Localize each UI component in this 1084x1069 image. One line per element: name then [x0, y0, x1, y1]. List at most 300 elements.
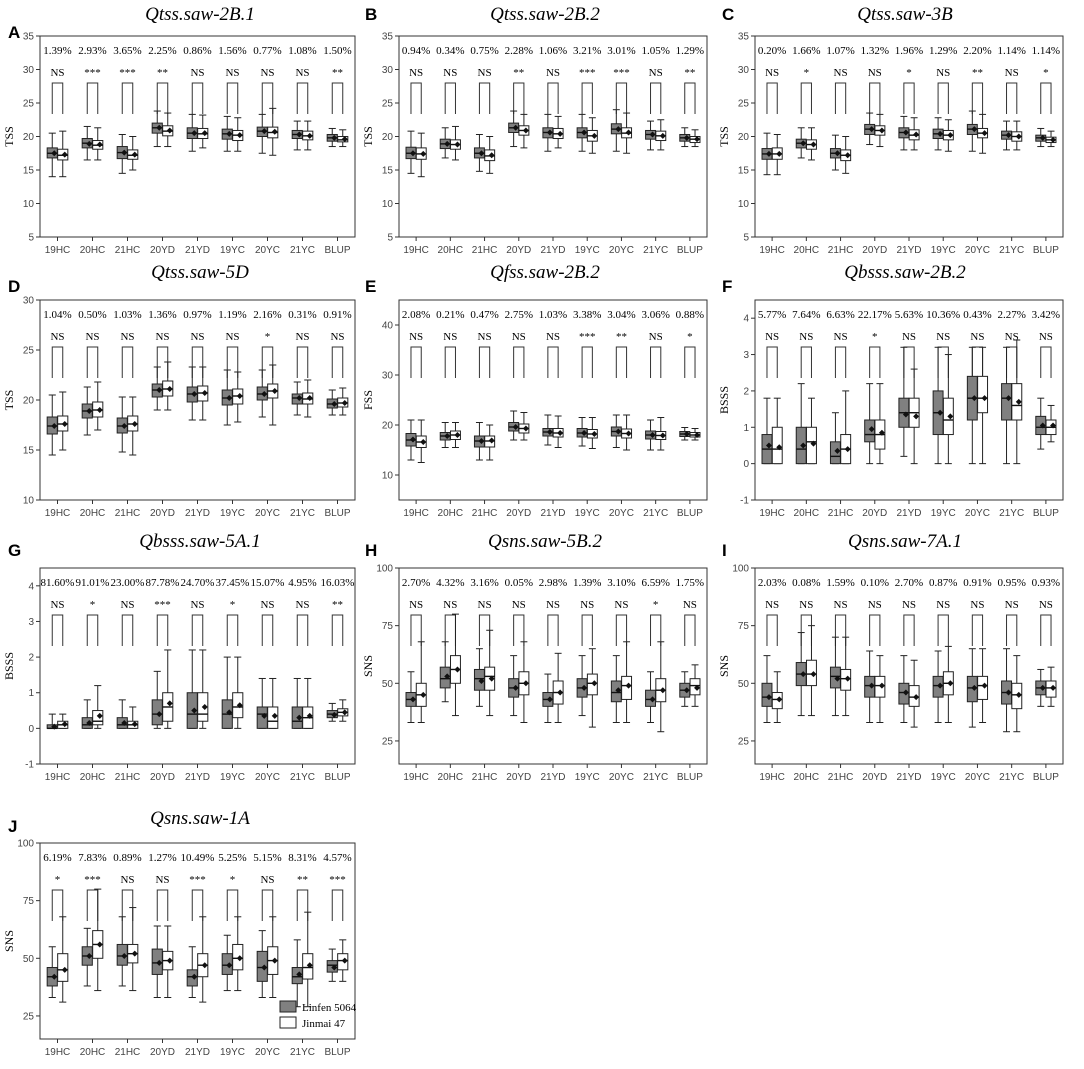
significance-label: NS — [260, 874, 275, 886]
y-tick-label: 35 — [737, 31, 749, 43]
y-tick-label: 30 — [737, 65, 749, 76]
significance-bracket — [262, 615, 273, 646]
significance-label: NS — [190, 599, 205, 611]
significance-label: *** — [613, 67, 630, 79]
x-tick-label: 20YD — [149, 1047, 176, 1058]
x-tick-label: 21YC — [643, 508, 669, 519]
x-tick-label: 21YD — [540, 245, 566, 256]
x-tick-label: BLUP — [324, 772, 351, 783]
significance-label: * — [803, 67, 810, 79]
percentage-label: 4.95% — [288, 577, 317, 589]
significance-label: NS — [1004, 331, 1019, 343]
significance-label: *** — [578, 67, 596, 79]
panel-e — [361, 262, 707, 519]
x-tick-label: 19YC — [219, 772, 246, 783]
x-tick-label: 20HC — [793, 245, 820, 256]
y-tick-label: 25 — [22, 1011, 34, 1023]
significance-bracket — [192, 83, 203, 114]
percentage-label: 10.36% — [926, 309, 961, 321]
panel-f — [717, 262, 1063, 519]
x-tick-label: 20HC — [79, 1047, 106, 1058]
x-tick-label: 21YC — [999, 245, 1025, 256]
box-jinmai — [978, 676, 988, 699]
significance-label: NS — [682, 599, 697, 611]
y-tick-label: 40 — [381, 320, 393, 332]
y-axis-label: BSSS — [2, 651, 16, 681]
x-tick-label: 19HC — [44, 1047, 71, 1058]
percentage-label: 0.89% — [113, 852, 142, 864]
y-axis-label: BSSS — [717, 385, 731, 415]
panel-letter: G — [8, 541, 22, 560]
percentage-label: 1.29% — [675, 45, 705, 57]
x-tick-label: 19HC — [403, 508, 429, 519]
percentage-label: 2.70% — [401, 577, 431, 589]
significance-label: *** — [578, 331, 596, 343]
significance-bracket — [685, 615, 695, 646]
percentage-label: 24.70% — [180, 577, 215, 589]
x-tick-label: 20HC — [79, 508, 106, 519]
significance-bracket — [262, 83, 273, 114]
percentage-label: 0.20% — [757, 45, 787, 57]
percentage-label: 2.75% — [504, 309, 533, 321]
box-linfen — [1002, 384, 1012, 420]
significance-bracket — [514, 347, 524, 378]
significance-bracket — [227, 347, 238, 378]
y-tick-label: 20 — [22, 395, 34, 407]
x-tick-label: 19HC — [403, 772, 429, 783]
significance-bracket — [1007, 615, 1017, 646]
y-axis-label: SNS — [717, 654, 731, 678]
panel-letter: J — [8, 817, 18, 836]
significance-bracket — [192, 347, 203, 378]
significance-bracket — [297, 83, 308, 114]
percentage-label: 0.47% — [470, 309, 499, 321]
x-tick-label: 21YC — [289, 245, 316, 256]
significance-label: NS — [295, 599, 310, 611]
percentage-label: 0.10% — [860, 577, 889, 589]
significance-bracket — [445, 83, 455, 114]
x-tick-label: 20YD — [149, 508, 176, 519]
y-tick-label: 15 — [737, 165, 749, 177]
percentage-label: 2.28% — [504, 45, 533, 57]
significance-bracket — [870, 83, 880, 114]
significance-label: NS — [477, 599, 492, 611]
significance-label: NS — [155, 331, 170, 343]
y-tick-label: 5 — [28, 232, 34, 244]
percentage-label: 1.04% — [43, 309, 72, 321]
y-tick-label: 15 — [22, 165, 34, 177]
significance-bracket — [297, 347, 308, 378]
x-tick-label: 20YD — [149, 245, 176, 256]
significance-label: NS — [545, 331, 561, 343]
x-tick-label: 21YD — [184, 245, 211, 256]
significance-label: NS — [409, 331, 424, 343]
significance-label: ** — [332, 599, 343, 611]
x-tick-label: 21YD — [184, 508, 211, 519]
significance-label: NS — [1038, 331, 1053, 343]
significance-bracket — [87, 615, 98, 646]
significance-bracket — [157, 83, 168, 114]
significance-bracket — [870, 347, 880, 378]
box-jinmai — [268, 707, 278, 728]
percentage-label: 5.25% — [218, 852, 247, 864]
x-tick-label: BLUP — [676, 245, 703, 256]
significance-bracket — [1007, 347, 1017, 378]
percentage-label: 2.20% — [963, 45, 992, 57]
x-tick-label: BLUP — [1032, 772, 1059, 783]
box-linfen — [762, 683, 772, 706]
y-tick-label: 10 — [381, 470, 393, 482]
y-tick-label: 30 — [381, 65, 393, 76]
y-axis-label: FSS — [361, 389, 375, 411]
x-tick-label: 21HC — [827, 245, 854, 256]
significance-label: NS — [614, 599, 629, 611]
y-tick-label: 3 — [28, 616, 34, 628]
panel-title: Qtss.saw-2B.2 — [490, 4, 600, 25]
significance-label: ** — [297, 874, 308, 886]
x-tick-label: 20YC — [964, 508, 990, 519]
significance-bracket — [1041, 83, 1051, 114]
significance-bracket — [1007, 83, 1017, 114]
legend-swatch — [280, 1001, 296, 1012]
panel-c — [717, 4, 1063, 256]
percentage-label: 0.08% — [792, 577, 821, 589]
x-tick-label: 21YC — [999, 772, 1025, 783]
panel-letter: I — [722, 541, 727, 560]
y-tick-label: 25 — [737, 736, 749, 748]
significance-label: NS — [477, 331, 492, 343]
significance-label: * — [229, 874, 236, 886]
percentage-label: 1.07% — [826, 45, 855, 57]
x-tick-label: 20YC — [608, 772, 634, 783]
significance-label: ** — [513, 67, 525, 79]
significance-bracket — [297, 890, 308, 921]
significance-label: NS — [50, 67, 65, 79]
significance-label: NS — [50, 599, 65, 611]
significance-bracket — [835, 615, 845, 646]
plot-frame — [399, 300, 707, 500]
panel-letter: B — [365, 5, 378, 24]
x-tick-label: 20HC — [793, 772, 820, 783]
significance-label: NS — [545, 599, 561, 611]
percentage-label: 22.17% — [857, 309, 892, 321]
x-tick-label: 20HC — [437, 508, 464, 519]
y-tick-label: 50 — [22, 953, 34, 965]
panel-title: Qtss.saw-3B — [857, 4, 953, 25]
percentage-label: 0.91% — [963, 577, 992, 589]
x-tick-label: 19YC — [219, 1047, 246, 1058]
y-tick-label: 15 — [381, 165, 393, 177]
y-tick-label: 2 — [28, 652, 34, 664]
percentage-label: 0.91% — [323, 309, 352, 321]
percentage-label: 3.06% — [641, 309, 670, 321]
significance-bracket — [52, 615, 63, 646]
significance-label: NS — [190, 67, 205, 79]
significance-bracket — [332, 83, 343, 114]
significance-bracket — [582, 615, 592, 646]
significance-label: NS — [799, 599, 814, 611]
significance-bracket — [122, 615, 133, 646]
significance-label: *** — [84, 67, 101, 79]
significance-bracket — [972, 83, 982, 114]
significance-bracket — [938, 83, 948, 114]
significance-label: NS — [765, 67, 780, 79]
y-tick-label: 1 — [743, 422, 749, 434]
y-tick-label: 50 — [737, 678, 749, 690]
x-tick-label: BLUP — [676, 508, 703, 519]
significance-label: NS — [970, 599, 985, 611]
percentage-label: 1.19% — [218, 309, 247, 321]
x-tick-label: 21YD — [896, 245, 922, 256]
significance-label: NS — [648, 331, 663, 343]
significance-bracket — [582, 83, 592, 114]
percentage-label: 3.10% — [607, 577, 636, 589]
significance-bracket — [87, 83, 98, 114]
percentage-label: 0.93% — [1031, 577, 1061, 589]
significance-bracket — [835, 347, 845, 378]
significance-label: NS — [260, 67, 275, 79]
significance-label: NS — [901, 331, 917, 343]
significance-label: ** — [332, 67, 343, 79]
x-tick-label: 19HC — [44, 772, 71, 783]
significance-bracket — [227, 83, 238, 114]
significance-label: *** — [189, 874, 206, 886]
significance-label: NS — [50, 331, 65, 343]
percentage-label: 91.01% — [75, 577, 110, 589]
significance-bracket — [801, 83, 811, 114]
x-tick-label: 21HC — [114, 1047, 141, 1058]
percentage-label: 0.97% — [183, 309, 212, 321]
significance-label: NS — [85, 331, 100, 343]
y-tick-label: 4 — [28, 581, 34, 593]
y-tick-label: 5 — [743, 232, 749, 244]
significance-bracket — [122, 83, 133, 114]
significance-label: * — [872, 331, 878, 343]
percentage-label: 0.05% — [504, 577, 533, 589]
y-tick-label: 10 — [381, 199, 393, 210]
percentage-label: 3.04% — [607, 309, 636, 321]
significance-label: NS — [511, 599, 526, 611]
x-tick-label: 20YD — [862, 245, 888, 256]
significance-label: * — [89, 599, 96, 611]
percentage-label: 87.78% — [145, 577, 180, 589]
significance-label: NS — [1004, 599, 1019, 611]
x-tick-label: 19YC — [574, 772, 600, 783]
significance-label: NS — [648, 67, 663, 79]
percentage-label: 7.83% — [78, 852, 107, 864]
x-tick-label: 19YC — [219, 508, 246, 519]
y-tick-label: 30 — [381, 370, 393, 382]
significance-label: * — [652, 599, 659, 611]
percentage-label: 1.29% — [929, 45, 958, 57]
x-tick-label: 20YD — [862, 508, 888, 519]
x-tick-label: 20YC — [964, 772, 990, 783]
x-tick-label: 20YD — [506, 772, 532, 783]
significance-label: NS — [833, 599, 848, 611]
percentage-label: 1.36% — [148, 309, 177, 321]
panel-title: Qbsss.saw-5A.1 — [139, 531, 261, 552]
percentage-label: 1.05% — [641, 45, 670, 57]
percentage-label: 0.50% — [78, 309, 107, 321]
y-tick-label: 100 — [732, 563, 749, 575]
x-tick-label: 20YC — [254, 508, 281, 519]
x-tick-label: 21YD — [184, 1047, 211, 1058]
significance-label: NS — [409, 599, 424, 611]
panel-letter: D — [8, 277, 21, 296]
x-tick-label: BLUP — [676, 772, 703, 783]
y-tick-label: 4 — [743, 313, 749, 325]
percentage-label: 0.86% — [183, 45, 212, 57]
y-axis-label: TSS — [717, 126, 731, 147]
percentage-label: 6.63% — [826, 309, 855, 321]
significance-label: NS — [120, 599, 135, 611]
percentage-label: 1.66% — [792, 45, 821, 57]
percentage-label: 81.60% — [40, 577, 75, 589]
significance-bracket — [87, 890, 98, 921]
x-tick-label: 21HC — [471, 772, 498, 783]
significance-label: NS — [295, 331, 310, 343]
x-tick-label: 19HC — [759, 508, 785, 519]
x-tick-label: 19YC — [574, 508, 600, 519]
significance-label: NS — [477, 67, 492, 79]
panel-d — [2, 262, 355, 519]
x-tick-label: 20YC — [254, 245, 281, 256]
significance-bracket — [548, 347, 558, 378]
x-tick-label: BLUP — [324, 1047, 351, 1058]
x-tick-label: 20YC — [254, 1047, 281, 1058]
y-tick-label: 35 — [22, 31, 34, 43]
x-tick-label: 20HC — [437, 772, 464, 783]
percentage-label: 3.65% — [113, 45, 142, 57]
x-tick-label: 20HC — [79, 245, 106, 256]
significance-label: NS — [970, 331, 985, 343]
percentage-label: 3.38% — [573, 309, 602, 321]
percentage-label: 1.14% — [997, 45, 1026, 57]
x-tick-label: 19YC — [930, 772, 956, 783]
significance-label: * — [1043, 67, 1049, 79]
significance-label: NS — [295, 67, 310, 79]
percentage-label: 0.43% — [963, 309, 992, 321]
y-tick-label: -1 — [25, 759, 34, 771]
significance-bracket — [767, 615, 777, 646]
percentage-label: 16.03% — [320, 577, 355, 589]
y-tick-label: 3 — [743, 350, 749, 362]
y-tick-label: 25 — [737, 98, 749, 110]
significance-bracket — [297, 615, 308, 646]
significance-bracket — [411, 83, 421, 114]
y-tick-label: 25 — [381, 736, 393, 748]
box-jinmai — [772, 427, 782, 463]
percentage-label: 1.96% — [894, 45, 924, 57]
percentage-label: 4.57% — [323, 852, 352, 864]
significance-bracket — [332, 890, 343, 921]
y-tick-label: 75 — [22, 896, 34, 908]
significance-bracket — [479, 347, 489, 378]
significance-bracket — [904, 615, 914, 646]
box-linfen — [830, 442, 840, 464]
y-tick-label: 0 — [28, 723, 34, 735]
significance-label: NS — [225, 331, 240, 343]
significance-bracket — [548, 83, 558, 114]
percentage-label: 1.08% — [288, 45, 317, 57]
x-tick-label: 21YC — [289, 1047, 316, 1058]
percentage-label: 0.75% — [470, 45, 499, 57]
significance-label: ** — [615, 331, 627, 343]
y-tick-label: 30 — [22, 65, 34, 76]
x-tick-label: 19HC — [759, 772, 785, 783]
y-tick-label: 20 — [737, 132, 749, 143]
percentage-label: 1.39% — [573, 577, 602, 589]
significance-bracket — [904, 347, 914, 378]
x-tick-label: BLUP — [1032, 508, 1059, 519]
significance-bracket — [972, 615, 982, 646]
significance-label: NS — [936, 67, 951, 79]
significance-label: NS — [867, 599, 882, 611]
significance-label: ** — [971, 67, 983, 79]
y-axis-label: SNS — [2, 929, 16, 953]
significance-bracket — [767, 347, 777, 378]
significance-label: NS — [936, 331, 951, 343]
x-tick-label: 19HC — [44, 245, 71, 256]
percentage-label: 15.07% — [250, 577, 285, 589]
significance-label: NS — [155, 874, 170, 886]
percentage-label: 2.98% — [538, 577, 568, 589]
x-tick-label: 21YD — [896, 508, 922, 519]
panel-title: Qtss.saw-5D — [151, 262, 249, 283]
panel-b — [361, 4, 707, 256]
y-tick-label: 25 — [22, 345, 34, 357]
percentage-label: 7.64% — [792, 309, 821, 321]
significance-bracket — [1041, 347, 1051, 378]
significance-bracket — [332, 615, 343, 646]
percentage-label: 1.03% — [113, 309, 142, 321]
x-tick-label: 21YD — [896, 772, 922, 783]
significance-label: NS — [833, 331, 848, 343]
y-tick-label: 0 — [743, 459, 749, 471]
significance-label: * — [906, 67, 912, 79]
percentage-label: 1.32% — [860, 45, 889, 57]
y-tick-label: 75 — [381, 621, 393, 633]
legend — [280, 1001, 357, 1030]
y-tick-label: 1 — [28, 688, 34, 700]
significance-bracket — [767, 83, 777, 114]
significance-bracket — [52, 83, 63, 114]
box-jinmai — [622, 676, 632, 699]
x-tick-label: BLUP — [324, 245, 351, 256]
box-jinmai — [58, 954, 68, 982]
percentage-label: 1.06% — [538, 45, 568, 57]
x-tick-label: 21YC — [289, 772, 316, 783]
x-tick-label: 21HC — [114, 508, 141, 519]
box-linfen — [257, 707, 267, 728]
y-tick-label: 10 — [22, 495, 34, 507]
x-tick-label: 21YC — [999, 508, 1025, 519]
percentage-label: 37.45% — [215, 577, 250, 589]
box-jinmai — [93, 711, 103, 725]
percentage-label: 2.70% — [894, 577, 924, 589]
significance-bracket — [157, 615, 168, 646]
significance-bracket — [548, 615, 558, 646]
percentage-label: 0.88% — [675, 309, 705, 321]
panel-letter: E — [365, 277, 377, 296]
significance-label: NS — [443, 599, 458, 611]
significance-label: * — [54, 874, 61, 886]
legend-swatch — [280, 1017, 296, 1028]
significance-label: * — [687, 331, 693, 343]
y-tick-label: -1 — [740, 495, 749, 507]
significance-bracket — [1041, 615, 1051, 646]
significance-label: NS — [799, 331, 814, 343]
